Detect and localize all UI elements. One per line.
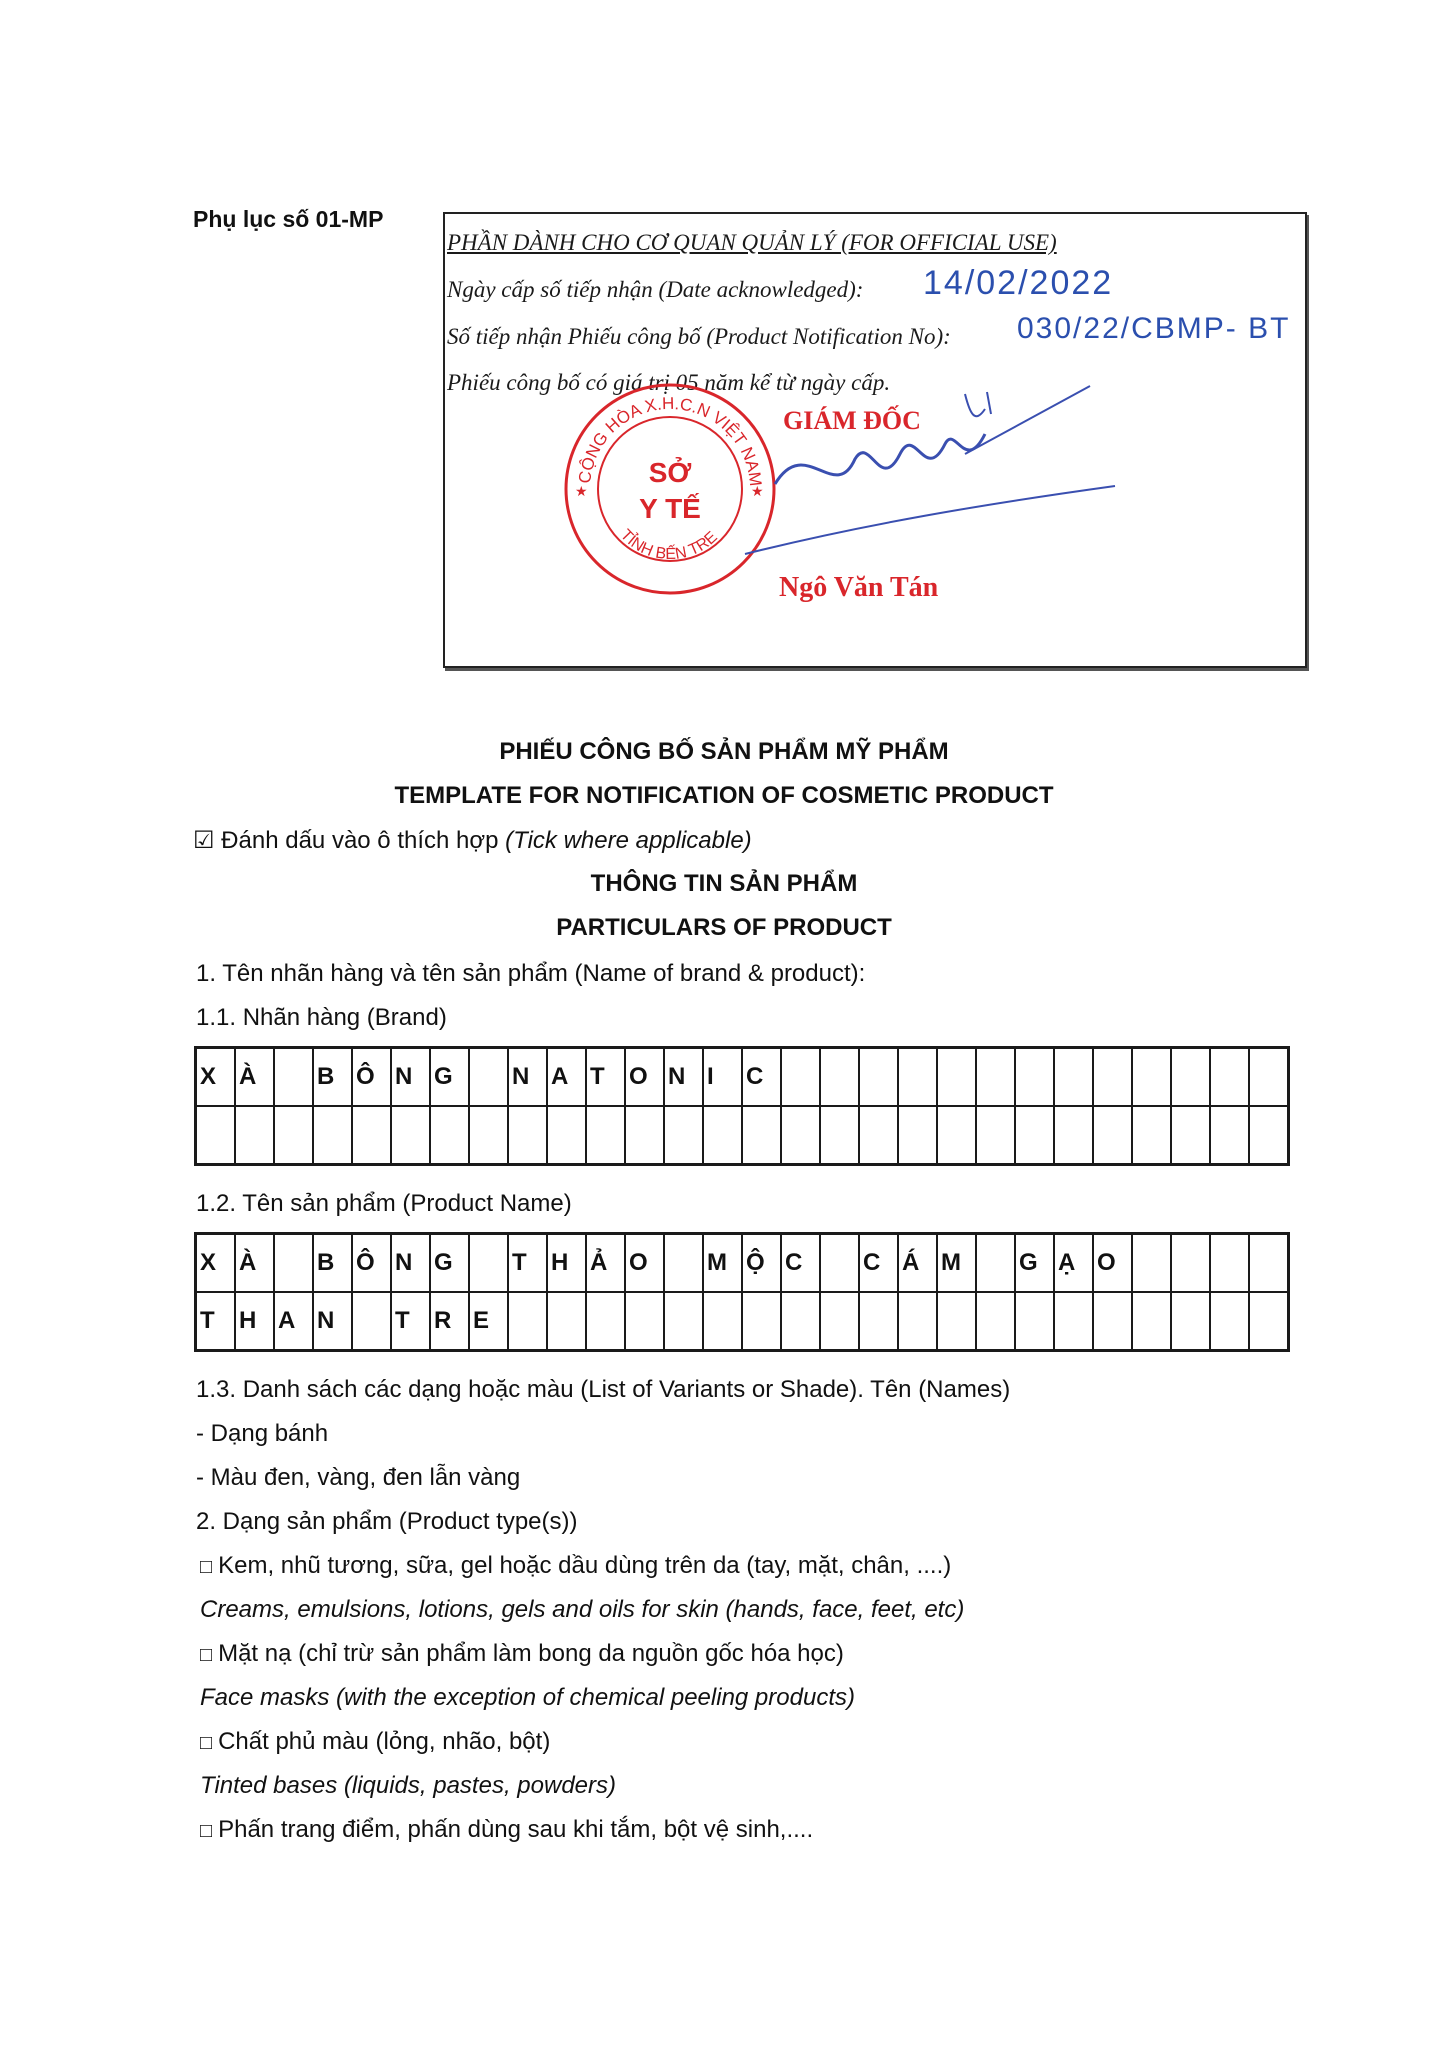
director-title: GIÁM ĐỐC <box>783 406 921 435</box>
brand-row <box>196 1106 1289 1165</box>
product-cell[interactable] <box>1054 1292 1093 1351</box>
variant-item: - Dạng bánh <box>196 1420 329 1447</box>
option-vn: Phấn trang điểm, phấn dùng sau khi tắm, bột vệ sinh,.... <box>218 1816 814 1843</box>
form-title-en: TEMPLATE FOR NOTIFICATION OF COSMETIC PRODUCT <box>394 782 1054 809</box>
checkbox-icon[interactable]: □ <box>200 1556 213 1578</box>
product-cell[interactable] <box>1249 1292 1289 1351</box>
brand-cell[interactable]: A <box>547 1048 586 1107</box>
brand-cell[interactable] <box>235 1106 274 1165</box>
product-cell[interactable] <box>1210 1234 1249 1293</box>
product-name-label: 1.2. Tên sản phẩm (Product Name) <box>196 1190 572 1217</box>
product-cell[interactable]: N <box>391 1234 430 1293</box>
product-cell[interactable] <box>274 1234 313 1293</box>
product-cell[interactable] <box>508 1292 547 1351</box>
product-cell[interactable]: H <box>235 1292 274 1351</box>
product-cell[interactable]: Ả <box>586 1234 625 1293</box>
brand-cell[interactable] <box>1054 1106 1093 1165</box>
brand-cell[interactable] <box>1132 1106 1171 1165</box>
product-cell[interactable]: M <box>703 1234 742 1293</box>
brand-cell[interactable] <box>352 1106 391 1165</box>
section1-heading: 1. Tên nhãn hàng và tên sản phẩm (Name of brand & product): <box>196 960 866 987</box>
product-type-option <box>200 1640 844 1668</box>
brand-cell[interactable] <box>859 1048 898 1107</box>
product-cell[interactable]: T <box>391 1292 430 1351</box>
brand-cell[interactable]: N <box>391 1048 430 1107</box>
product-cell[interactable] <box>1132 1234 1171 1293</box>
section2-heading: 2. Dạng sản phẩm (Product type(s)) <box>196 1508 578 1535</box>
product-cell[interactable]: C <box>859 1234 898 1293</box>
product-cell[interactable]: C <box>781 1234 820 1293</box>
signer-name: Ngô Văn Tán <box>779 572 939 603</box>
product-cell[interactable] <box>664 1292 703 1351</box>
product-cell[interactable]: Ạ <box>1054 1234 1093 1293</box>
brand-cell[interactable] <box>1093 1106 1132 1165</box>
stamp-ring-text: CỘNG HÒA X.H.C.N VIỆT NAM <box>575 393 766 488</box>
product-cell[interactable]: Ộ <box>742 1234 781 1293</box>
brand-cell[interactable] <box>1249 1106 1289 1165</box>
product-cell[interactable]: B <box>313 1234 352 1293</box>
variant-item: - Màu đen, vàng, đen lẫn vàng <box>196 1464 521 1491</box>
brand-row <box>196 1048 1289 1107</box>
product-cell[interactable]: O <box>625 1234 664 1293</box>
brand-cell[interactable] <box>820 1106 859 1165</box>
option-en: Tinted bases (liquids, pastes, powders) <box>200 1772 616 1799</box>
brand-cell[interactable] <box>469 1048 508 1107</box>
product-cell[interactable] <box>703 1292 742 1351</box>
product-cell[interactable] <box>625 1292 664 1351</box>
brand-cell[interactable] <box>1210 1048 1249 1107</box>
product-cell[interactable]: Ô <box>352 1234 391 1293</box>
brand-cell[interactable]: C <box>742 1048 781 1107</box>
product-cell[interactable]: M <box>937 1234 976 1293</box>
brand-cell[interactable] <box>1171 1048 1210 1107</box>
brand-cell[interactable] <box>1132 1048 1171 1107</box>
product-row <box>196 1234 1289 1293</box>
checkbox-icon[interactable]: □ <box>200 1732 213 1754</box>
brand-cell[interactable] <box>976 1106 1015 1165</box>
brand-cell[interactable] <box>1210 1106 1249 1165</box>
variants-label: 1.3. Danh sách các dạng hoặc màu (List of Variants or Shade). Tên (Names) <box>196 1376 1011 1403</box>
official-use-box <box>443 212 1307 668</box>
brand-cell[interactable] <box>547 1106 586 1165</box>
brand-cell[interactable]: Ô <box>352 1048 391 1107</box>
product-cell[interactable] <box>859 1292 898 1351</box>
tick-instruction-vn: ☑ Đánh dấu vào ô thích hợp <box>193 827 499 854</box>
brand-cell[interactable]: I <box>703 1048 742 1107</box>
option-vn: Mặt nạ (chỉ trừ sản phẩm làm bong da nguồn gốc hóa học) <box>218 1640 844 1667</box>
brand-grid <box>194 1046 1290 1166</box>
product-cell[interactable] <box>1210 1292 1249 1351</box>
brand-cell[interactable] <box>274 1048 313 1107</box>
option-en: Face masks (with the exception of chemical peeling products) <box>200 1684 855 1711</box>
particulars-title-vn: THÔNG TIN SẢN PHẨM <box>590 870 858 897</box>
brand-cell[interactable] <box>1249 1048 1289 1107</box>
product-type-option <box>200 1552 951 1580</box>
brand-cell[interactable] <box>937 1106 976 1165</box>
brand-cell[interactable] <box>1015 1106 1054 1165</box>
product-row <box>196 1292 1289 1351</box>
tick-instruction-en: (Tick where applicable) <box>505 827 752 854</box>
brand-cell[interactable] <box>859 1106 898 1165</box>
particulars-title-en: PARTICULARS OF PRODUCT <box>556 914 892 941</box>
product-cell[interactable] <box>1171 1234 1210 1293</box>
tick-instruction <box>193 826 752 855</box>
stamp-bottom-text: TỈNH BẾN TRE <box>616 526 721 564</box>
notification-number-label: Số tiếp nhận Phiếu công bố (Product Notification No): <box>447 324 951 349</box>
brand-label: 1.1. Nhãn hàng (Brand) <box>196 1004 447 1031</box>
product-cell[interactable] <box>1015 1292 1054 1351</box>
brand-cell[interactable]: À <box>235 1048 274 1107</box>
brand-cell[interactable] <box>1054 1048 1093 1107</box>
form-title-vn: PHIẾU CÔNG BỐ SẢN PHẨM MỸ PHẨM <box>499 738 949 765</box>
brand-cell[interactable]: O <box>625 1048 664 1107</box>
brand-cell[interactable] <box>586 1106 625 1165</box>
official-use-heading: PHẦN DÀNH CHO CƠ QUAN QUẢN LÝ (FOR OFFICIAL USE) <box>447 230 1057 255</box>
option-vn: Chất phủ màu (lỏng, nhão, bột) <box>218 1728 551 1755</box>
product-type-option <box>200 1728 550 1756</box>
brand-cell[interactable] <box>664 1106 703 1165</box>
checkbox-icon[interactable]: □ <box>200 1644 213 1666</box>
product-cell[interactable] <box>937 1292 976 1351</box>
product-cell[interactable] <box>1171 1292 1210 1351</box>
checkbox-icon[interactable]: □ <box>200 1820 213 1842</box>
brand-cell[interactable] <box>430 1106 469 1165</box>
brand-cell[interactable] <box>508 1106 547 1165</box>
brand-cell[interactable] <box>898 1106 937 1165</box>
option-en: Creams, emulsions, lotions, gels and oils for skin (hands, face, feet, etc) <box>200 1596 965 1623</box>
product-cell[interactable] <box>586 1292 625 1351</box>
product-cell[interactable]: E <box>469 1292 508 1351</box>
product-cell[interactable] <box>469 1234 508 1293</box>
brand-cell[interactable] <box>1093 1048 1132 1107</box>
product-cell[interactable]: H <box>547 1234 586 1293</box>
brand-cell[interactable] <box>898 1048 937 1107</box>
validity-note: Phiếu công bố có giá trị 05 năm kể từ ngày cấp. <box>447 370 891 395</box>
product-cell[interactable] <box>898 1292 937 1351</box>
product-cell[interactable]: G <box>430 1234 469 1293</box>
product-cell[interactable] <box>1249 1234 1289 1293</box>
product-cell[interactable]: O <box>1093 1234 1132 1293</box>
brand-cell[interactable] <box>274 1106 313 1165</box>
product-cell[interactable] <box>820 1292 859 1351</box>
product-cell[interactable] <box>1093 1292 1132 1351</box>
brand-cell[interactable]: N <box>508 1048 547 1107</box>
product-cell[interactable] <box>742 1292 781 1351</box>
brand-cell[interactable] <box>937 1048 976 1107</box>
product-cell[interactable] <box>1132 1292 1171 1351</box>
brand-cell[interactable] <box>703 1106 742 1165</box>
notification-number-value: 030/22/CBMP- BT <box>1017 312 1291 345</box>
brand-cell[interactable] <box>1171 1106 1210 1165</box>
brand-cell[interactable]: G <box>430 1048 469 1107</box>
product-cell[interactable]: Á <box>898 1234 937 1293</box>
brand-cell[interactable] <box>469 1106 508 1165</box>
brand-cell[interactable] <box>625 1106 664 1165</box>
stamp-center-line2: Y TẾ <box>639 493 701 524</box>
product-cell[interactable]: X <box>196 1234 236 1293</box>
stamp-center-line1: SỞ <box>648 457 692 488</box>
annex-label: Phụ lục số 01-MP <box>193 206 384 232</box>
product-cell[interactable]: G <box>1015 1234 1054 1293</box>
brand-cell[interactable]: T <box>586 1048 625 1107</box>
svg-text:★: ★ <box>575 483 588 499</box>
product-cell[interactable]: N <box>313 1292 352 1351</box>
brand-cell[interactable] <box>781 1106 820 1165</box>
brand-cell[interactable] <box>742 1106 781 1165</box>
brand-cell[interactable] <box>820 1048 859 1107</box>
product-type-option <box>200 1816 813 1844</box>
brand-cell[interactable] <box>976 1048 1015 1107</box>
option-vn: Kem, nhũ tương, sữa, gel hoặc dầu dùng trên da (tay, mặt, chân, ....) <box>218 1552 952 1579</box>
product-cell[interactable]: À <box>235 1234 274 1293</box>
product-cell[interactable]: T <box>508 1234 547 1293</box>
product-cell[interactable] <box>352 1292 391 1351</box>
brand-cell[interactable]: B <box>313 1048 352 1107</box>
product-cell[interactable] <box>547 1292 586 1351</box>
product-cell[interactable] <box>820 1234 859 1293</box>
product-cell[interactable]: A <box>274 1292 313 1351</box>
product-cell[interactable] <box>976 1292 1015 1351</box>
product-cell[interactable] <box>781 1292 820 1351</box>
date-acknowledged-label: Ngày cấp số tiếp nhận (Date acknowledged): <box>447 277 864 302</box>
brand-cell[interactable] <box>391 1106 430 1165</box>
date-acknowledged-value: 14/02/2022 <box>923 264 1114 302</box>
svg-text:★: ★ <box>751 483 764 499</box>
product-cell[interactable]: T <box>196 1292 236 1351</box>
brand-cell[interactable] <box>781 1048 820 1107</box>
brand-cell[interactable] <box>313 1106 352 1165</box>
brand-cell[interactable]: N <box>664 1048 703 1107</box>
product-cell[interactable] <box>664 1234 703 1293</box>
brand-cell[interactable]: X <box>196 1048 236 1107</box>
product-name-grid <box>194 1232 1290 1352</box>
product-cell[interactable] <box>976 1234 1015 1293</box>
brand-cell[interactable] <box>196 1106 236 1165</box>
product-cell[interactable]: R <box>430 1292 469 1351</box>
brand-cell[interactable] <box>1015 1048 1054 1107</box>
